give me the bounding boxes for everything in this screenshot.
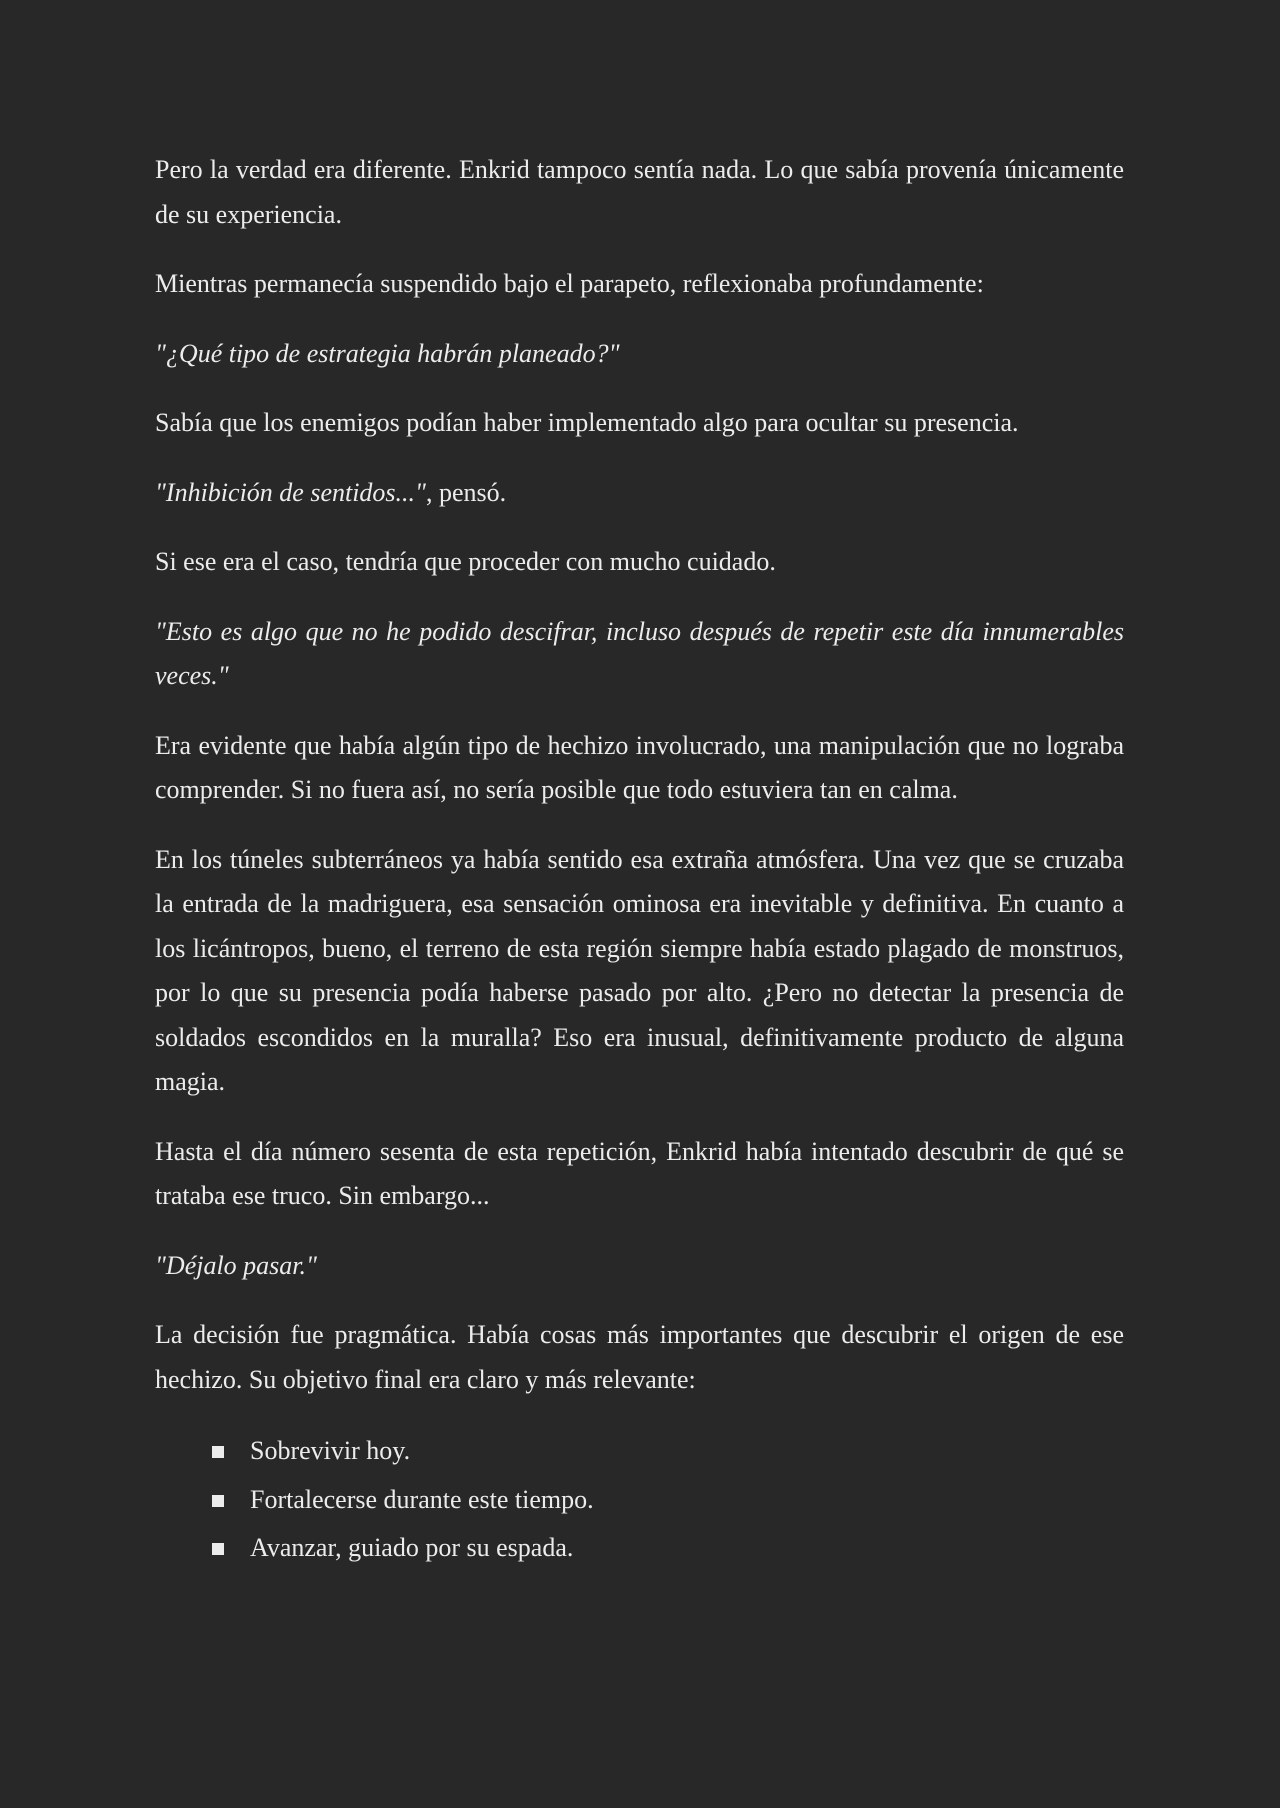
paragraph: Pero la verdad era diferente. Enkrid tampoco sentía nada. Lo que sabía provenía únicamente de su experiencia. — [155, 155, 1124, 229]
italic-thought — [155, 332, 1124, 377]
italic-text: "Déjalo pasar." — [155, 1250, 317, 1280]
document-page — [155, 148, 1124, 1573]
list-item-text: Sobrevivir hoy. — [250, 1436, 411, 1465]
italic-text: "Inhibición de sentidos..." — [155, 477, 426, 507]
paragraph: La decisión fue pragmática. Había cosas más importantes que descubrir el origen de ese hechizo. Su objetivo final era claro y más relevante: — [155, 1320, 1124, 1394]
italic-thought — [155, 1244, 1124, 1289]
paragraph: Mientras permanecía suspendido bajo el parapeto, reflexionaba profundamente: — [155, 269, 984, 298]
italic-thought — [155, 610, 1124, 699]
square-bullet-icon — [212, 1446, 224, 1458]
list-item — [212, 1524, 1124, 1573]
square-bullet-icon — [212, 1495, 224, 1507]
square-bullet-icon — [212, 1543, 224, 1555]
paragraph: En los túneles subterráneos ya había sentido esa extraña atmósfera. Una vez que se cruzaba la entrada de la madriguera, esa sensación ominosa era inevitable y definitiva. En cuanto a los licántropos, bueno, el terreno de esta región siempre había estado plagado de monstruos, por lo que su presencia podía haberse pasado por alto. ¿Pero no detectar la presencia de soldados escondidos en la muralla? Eso era inusual, definitivamente producto de alguna magia. — [155, 844, 1124, 1096]
paragraph-text: , pensó. — [425, 477, 507, 507]
paragraph: Sabía que los enemigos podían haber implementado algo para ocultar su presencia. — [155, 408, 1019, 437]
paragraph: Si ese era el caso, tendría que proceder con mucho cuidado. — [155, 547, 776, 576]
paragraph-mixed — [155, 471, 1124, 516]
bullet-list — [155, 1427, 1124, 1573]
paragraph: Era evidente que había algún tipo de hechizo involucrado, una manipulación que no lograba comprender. Si no fuera así, no sería posible que todo estuviera tan en calma. — [155, 730, 1124, 804]
list-item-text: Avanzar, guiado por su espada. — [250, 1533, 574, 1562]
list-item — [212, 1476, 1124, 1525]
italic-text: "Esto es algo que no he podido descifrar, incluso después de repetir este día innumerables veces." — [155, 616, 1124, 690]
italic-text: "¿Qué tipo de estrategia habrán planeado?" — [155, 338, 620, 368]
list-item — [212, 1427, 1124, 1476]
paragraph: Hasta el día número sesenta de esta repetición, Enkrid había intentado descubrir de qué se trataba ese truco. Sin embargo... — [155, 1136, 1124, 1210]
list-item-text: Fortalecerse durante este tiempo. — [250, 1484, 594, 1514]
